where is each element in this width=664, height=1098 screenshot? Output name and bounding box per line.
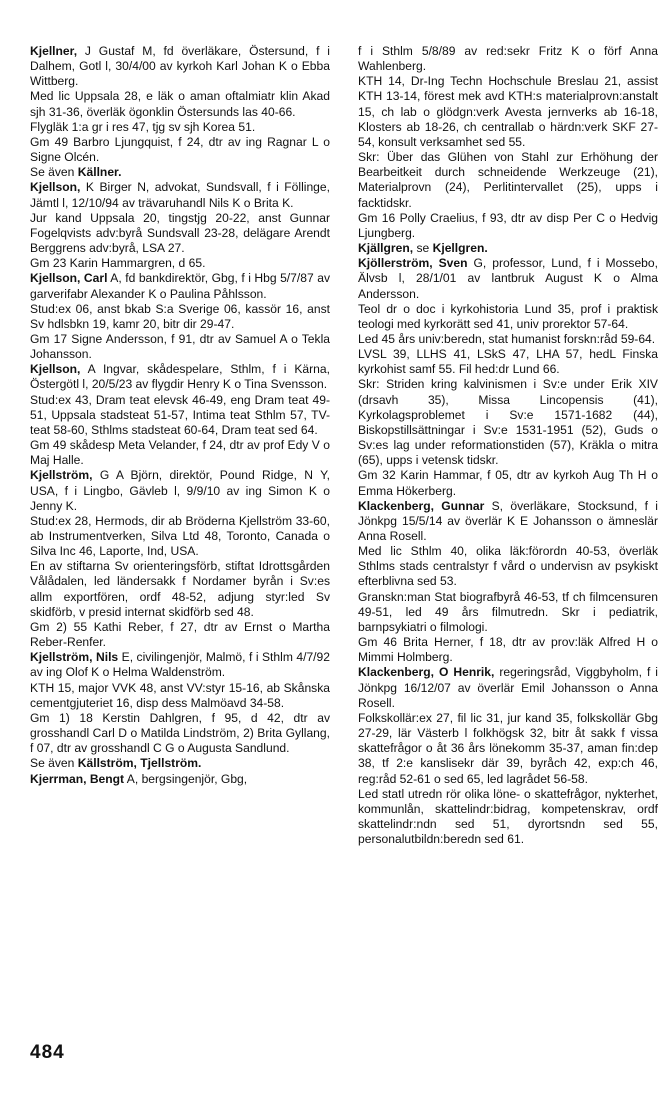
biography-line: Gm 1) 18 Kerstin Dahlgren, f 95, d 42, dtr av grosshandl Carl D o Matilda Lindström, 2) Brita Gyllang, f 07, dtr av grosshandl C G o Augusta Sandlund. <box>30 710 330 756</box>
biography-line: Folkskollär:ex 27, fil lic 31, jur kand 35, folkskollär Gbg 27-29, lär Västerb l folkhögsk 32, bitr åt sakk f vissa skattefrågor o åt 36 års lönekomm 35-37, aman fin:dep 38, tf 2:e kanslisekr där 39, byråch 42, exp:ch 46, reg:råd 52-61 o sed 65, led lagrådet 56-58. <box>358 710 658 786</box>
entry-text: A Ingvar, skådespelare, Sthlm, f i Kärna, Östergötl l, 20/5/23 av flygdir Henry K o Tina Svensson. <box>30 362 330 392</box>
biography-line: Jur kand Uppsala 20, tingstjg 20-22, anst Gunnar Fogelqvists adv:byrå Sundsvall 23-28, delägare Arendt Berggrens adv:byrå, LSA 27. <box>30 210 330 256</box>
biography-line: Granskn:man Stat biografbyrå 46-53, tf ch filmcensuren 49-51, led 49 års filmutredn. Skr i pediatrik, barnpsykiatri o filmologi. <box>358 589 658 634</box>
entry-text: A, fd bankdirektör, Gbg, f i Hbg 5/7/87 av garverifabr Alexander K o Paulina Påhlsson. <box>30 271 330 301</box>
entry-text: A, bergsingenjör, Gbg, <box>124 771 248 786</box>
entry-name: Kjellström, Nils <box>30 650 119 665</box>
entry-text: E, civilingenjör, Malmö, f i Sthlm 4/7/92 av ing Olof K o Helma Waldenström. <box>30 650 330 680</box>
biography-entry-header <box>30 772 330 787</box>
biography-line: Skr: Striden kring kalvinismen i Sv:e under Erik XIV (drsavh 35), Missa Lincopensis (41), Kyrkolagsproblemet i Sv:e 1571-1682 (44), Biskopstillsättningar i Sv:e 1531-1951 (52), Guds o Sv:es lag under reformationstiden (57), Kräkla o mitra (65), upps i vetensk tidskr. <box>358 377 658 468</box>
biography-entry-header <box>30 44 330 89</box>
biography-line: Med lic Sthlm 40, olika läk:förordn 40-53, överläk Sthlms stads centralstyr f vård o undervisn av psykiskt efterblivna sed 53. <box>358 544 658 589</box>
biography-line: En av stiftarna Sv orienteringsförb, stiftat Idrottsgården Vålådalen, led ländersakk f Nordamer byrån i Sv:es allm exportfören, ordf 48-52, adjung styr:led Sv skidförb, v presid internat skidförb sed 48. <box>30 559 330 619</box>
cross-reference: Källner. <box>77 165 122 180</box>
biography-entry-header <box>358 256 658 301</box>
right-column <box>358 44 658 847</box>
entry-text: Se även <box>30 165 78 180</box>
entry-text: Se även <box>30 756 78 771</box>
biography-entry-header <box>30 650 330 680</box>
biography-line: Flygläk 1:a gr i res 47, tjg sv sjh Korea 51. <box>30 119 256 134</box>
entry-name: Klackenberg, O Henrik, <box>358 665 495 680</box>
biography-line: LVSL 39, LLHS 41, LSkS 47, LHA 57, hedL Finska kyrkohist samf 55. Fil hed:dr Lund 66. <box>358 347 658 377</box>
biography-line: Gm 32 Karin Hammar, f 05, dtr av kyrkoh Aug Th H o Emma Hökerberg. <box>358 468 658 498</box>
biography-entry-header <box>30 468 330 513</box>
biography-entry-header <box>30 271 330 301</box>
biography-line: Stud:ex 28, Hermods, dir ab Bröderna Kjellström 33-60, ab Instrumentverken, Silva Ltd 48, Toronto, Canada o Silva Inc 46, Laporte, Ind, USA. <box>30 513 330 559</box>
entry-name: Kjellner, <box>30 44 78 58</box>
biography-line: f i Sthlm 5/8/89 av red:sekr Fritz K o förf Anna Wahlenberg. <box>358 44 658 74</box>
biography-line: Gm 23 Karin Hammargren, d 65. <box>30 256 206 271</box>
biography-entry-header <box>30 180 330 210</box>
entry-text: regeringsråd, Viggbyholm, f i Jönkpg 16/12/07 av överlär Emil Johansson o Anna Rosell. <box>358 665 658 710</box>
biography-entry-header <box>30 362 330 392</box>
left-column <box>30 44 330 787</box>
entry-text: G, professor, Lund, f i Mossebo, Älvsb l, 28/1/01 av lantbruk August K o Alma Andersson. <box>358 256 658 301</box>
entry-name: Klackenberg, Gunnar <box>358 498 485 513</box>
biography-line: Led 45 års univ:beredn, stat humanist forskn:råd 59-64. <box>358 331 656 346</box>
entry-name: Kjällgren, <box>358 241 414 256</box>
biography-line: Stud:ex 43, Dram teat elevsk 46-49, eng Dram teat 49-51, Uppsala stadsteat 51-57, Intima teat Sthlm 57, TV-teat 58-60, Sthlms stadsteat 60-64, Dram teat sed 64. <box>30 392 330 437</box>
biography-line: Gm 46 Brita Herner, f 18, dtr av prov:läk Alfred H o Mimmi Holmberg. <box>358 635 658 665</box>
biography-entry-header <box>30 165 330 180</box>
biography-line: Med lic Uppsala 28, e läk o aman oftalmiatr klin Akad sjh 31-36, överläk ögonklin Östersunds las 40-66. <box>30 89 330 119</box>
entry-text: G A Björn, direktör, Pound Ridge, N Y, USA, f i Lingbo, Gävleb l, 9/9/10 av ing Simon K o Jenny K. <box>30 468 330 513</box>
biography-entry-header <box>358 665 658 710</box>
biography-line: Gm 17 Signe Andersson, f 91, dtr av Samuel A o Tekla Johansson. <box>30 331 330 362</box>
cross-reference: Källström, Tjellström. <box>77 756 202 771</box>
cross-reference: Kjellgren. <box>432 241 488 256</box>
entry-name: Kjellström, <box>30 468 93 483</box>
biography-line: Teol dr o doc i kyrkohistoria Lund 35, prof i praktisk teologi med kyrkorätt sed 41, univ prorektor 57-64. <box>358 301 658 331</box>
biography-line: Gm 2) 55 Kathi Reber, f 27, dtr av Ernst o Martha Reber-Renfer. <box>30 619 330 650</box>
entry-text: K Birger N, advokat, Sundsvall, f i Föllinge, Jämtl l, 12/10/94 av trävaruhandl Nils K o Brita K. <box>30 180 330 210</box>
biography-line: Skr: Über das Glühen von Stahl zur Erhöhung der Bearbeitkeit durch schneidende Werkzeuge (21), Materialprovn (24), Perlitintervallet (25), upps i facktidskr. <box>358 150 658 210</box>
entry-text: J Gustaf M, fd överläkare, Östersund, f i Dalhem, Gotl l, 30/4/00 av kyrkoh Karl Johan K o Ebba Wittberg. <box>30 44 330 89</box>
entry-text: S, överläkare, Stocksund, f i Jönkpg 15/5/14 av överlär K E Johansson o ämneslär Anna Rosell. <box>358 498 658 543</box>
biography-line: Gm 16 Polly Craelius, f 93, dtr av disp Per C o Hedvig Ljungberg. <box>358 210 658 240</box>
biography-line: KTH 15, major VVK 48, anst VV:styr 15-16, ab Skånska cementgjuteriet 16, disp dess Malmöavd 34-58. <box>30 680 330 710</box>
biography-entry-header <box>358 241 658 256</box>
biography-entry-header <box>30 756 330 771</box>
biography-entry-header <box>358 499 658 544</box>
biography-line: Stud:ex 06, anst bkab S:a Sverige 06, kassör 16, anst Sv hdlsbkn 19, kamr 20, bitr dir 29-47. <box>30 301 330 331</box>
biography-line: Gm 49 skådesp Meta Velander, f 24, dtr av prof Edy V o Maj Halle. <box>30 438 330 468</box>
entry-name: Kjerrman, Bengt <box>30 771 125 786</box>
entry-text: se <box>413 241 433 256</box>
page-number: 484 <box>30 1042 65 1063</box>
entry-name: Kjellson, <box>30 180 81 195</box>
entry-name: Kjöllerström, Sven <box>358 256 468 271</box>
biography-line: Led statl utredn rör olika löne- o skattefrågor, nykterhet, kommunlån, skattelindr:bidrag, kompetenskrav, ordf skattelindr:ndn sed 51, dyrortsndn sed 55, personalutbildn:beredn sed 61. <box>358 786 658 847</box>
entry-name: Kjellson, Carl <box>30 271 108 286</box>
biography-line: KTH 14, Dr-Ing Techn Hochschule Breslau 21, assist KTH 13-14, förest mek avd KTH:s materialprovn:anstalt 15, ch lab o glödgn:verk Avesta jernverks ab 16-18, Klosters ab 18-26, ch centrallab o härdn:verk SKF 27-54, konsult verksamhet sed 55. <box>358 74 658 149</box>
entry-name: Kjellson, <box>30 362 81 377</box>
biography-line: Gm 49 Barbro Ljungquist, f 24, dtr av ing Ragnar L o Signe Olcén. <box>30 134 330 165</box>
